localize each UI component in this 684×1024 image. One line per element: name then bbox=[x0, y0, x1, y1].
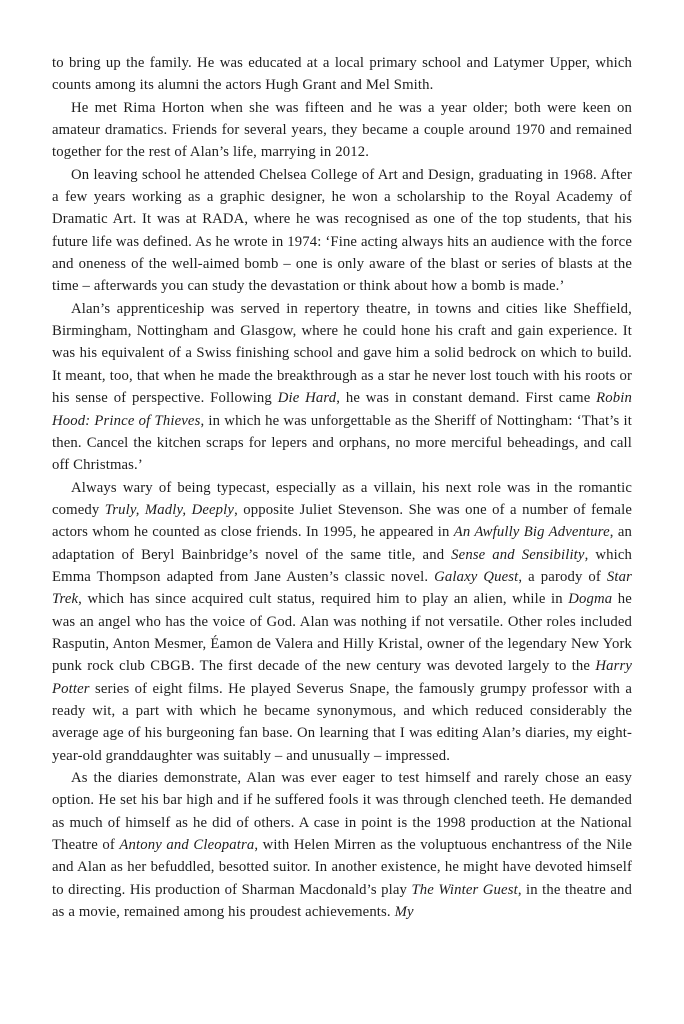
italic-title-segment: Antony and Cleopatra bbox=[119, 837, 255, 854]
text-segment: , an adaptation of Beryl Bainbridge’s novel of the same title, and bbox=[52, 524, 633, 563]
paragraph bbox=[52, 164, 632, 298]
paragraph bbox=[52, 97, 632, 164]
text-segment: , opposite Juliet Stevenson. She was one of a number of female actors whom he counted as close friends. In 1995, he appeared in bbox=[52, 501, 632, 541]
italic-title-segment: Sense and Sensibility bbox=[451, 546, 585, 563]
text-segment: , which has since acquired cult status, required him to play an alien, while in bbox=[78, 591, 569, 608]
paragraph bbox=[52, 767, 632, 923]
text-segment: , in the theatre and as a movie, remained among his proudest achievements. bbox=[52, 881, 632, 921]
paragraph bbox=[52, 52, 632, 97]
text-segment: As the diaries demonstrate, Alan was ever eager to test himself and rarely chose an easy option. He set his bar high and if he suffered fools it was through clenched teeth. He demanded as much of himself as he did of others. A case in point is the 1998 production at the National Theatre of bbox=[52, 770, 632, 854]
text-segment: On leaving school he attended Chelsea College of Art and Design, graduating in 1968. After a few years working as a graphic designer, he won a scholarship to the Royal Academy of Dramatic Art. It was at RADA, where he was recognised as one of the top students, that his future life was defined. As he wrote in 1974: ‘Fine acting always hits an audience with the force and oneness of the well-aimed bomb – one is only aware of the blast or series of blasts at the time – afterwards you can study the devastation or think about how a bomb is made.’ bbox=[52, 166, 632, 295]
italic-title-segment: Dogma bbox=[568, 591, 613, 608]
paragraph bbox=[52, 298, 632, 477]
italic-title-segment: Robin Hood: Prince of Thieves bbox=[52, 390, 632, 429]
italic-title-segment: Star Trek bbox=[52, 568, 633, 608]
italic-title-segment: Truly, Madly, Deeply bbox=[104, 501, 235, 518]
italic-title-segment: The Winter Guest bbox=[411, 881, 518, 898]
text-segment: series of eight films. He played Severus Snape, the famously grumpy professor with a ready wit, a part with which he became synonymous, and which reduced considerably the average age of his burgeoning fan base. On learning that I was editing Alan’s diaries, my eight-year-old granddaughter was suitably – and unusually – impressed. bbox=[52, 680, 632, 764]
paragraph bbox=[52, 477, 632, 767]
text-segment: , with Helen Mirren as the voluptuous enchantress of the Nile and Alan as her befuddled, besotted suitor. In another existence, he might have devoted himself to directing. His production of Sharman Macdonald’s play bbox=[52, 837, 633, 898]
text-segment: he was an angel who has the voice of God. Alan was nothing if not versatile. Other roles included Rasputin, Anton Mesmer, Éamon de Valera and Hilly Kristal, owner of the legendary New York punk rock club CBGB. The first decade of the new century was devoted largely to the bbox=[52, 591, 632, 675]
text-segment: , he was in constant demand. First came bbox=[336, 390, 597, 407]
italic-title-segment: My bbox=[394, 904, 414, 921]
italic-title-segment: Galaxy Quest bbox=[434, 568, 519, 585]
text-segment: , a parody of bbox=[518, 568, 607, 585]
italic-title-segment: Harry Potter bbox=[52, 658, 632, 697]
italic-title-segment: Die Hard bbox=[277, 390, 337, 407]
text-segment: He met Rima Horton when she was fifteen and he was a year older; both were keen on amateur dramatics. Friends for several years, they became a couple around 1970 and remained together for the rest of Alan’s life, marrying in 2012. bbox=[52, 99, 632, 161]
page-text bbox=[52, 52, 632, 1024]
text-segment: to bring up the family. He was educated at a local primary school and Latymer Upper, which counts among its alumni the actors Hugh Grant and Mel Smith. bbox=[52, 55, 632, 94]
text-segment: Alan’s apprenticeship was served in repertory theatre, in towns and cities like Sheffield, Birmingham, Nottingham and Glasgow, where he could hone his craft and gain experience. It was his equivalent of a Swiss finishing school and gave him a solid bedrock on which to build. It meant, too, that when he made the breakthrough as a star he never lost touch with his roots or his sense of perspective. Following bbox=[52, 300, 632, 407]
text-segment: Always wary of being typecast, especially as a villain, his next role was in the romantic comedy bbox=[52, 479, 632, 518]
text-segment: , which Emma Thompson adapted from Jane Austen’s classic novel. bbox=[52, 546, 632, 585]
text-segment: , in which he was unforgettable as the Sheriff of Nottingham: ‘That’s it then. Cancel the kitchen scraps for lepers and orphans, no more merciful beheadings, and call off Christmas.’ bbox=[52, 412, 633, 474]
italic-title-segment: An Awfully Big Adventure bbox=[453, 524, 610, 541]
